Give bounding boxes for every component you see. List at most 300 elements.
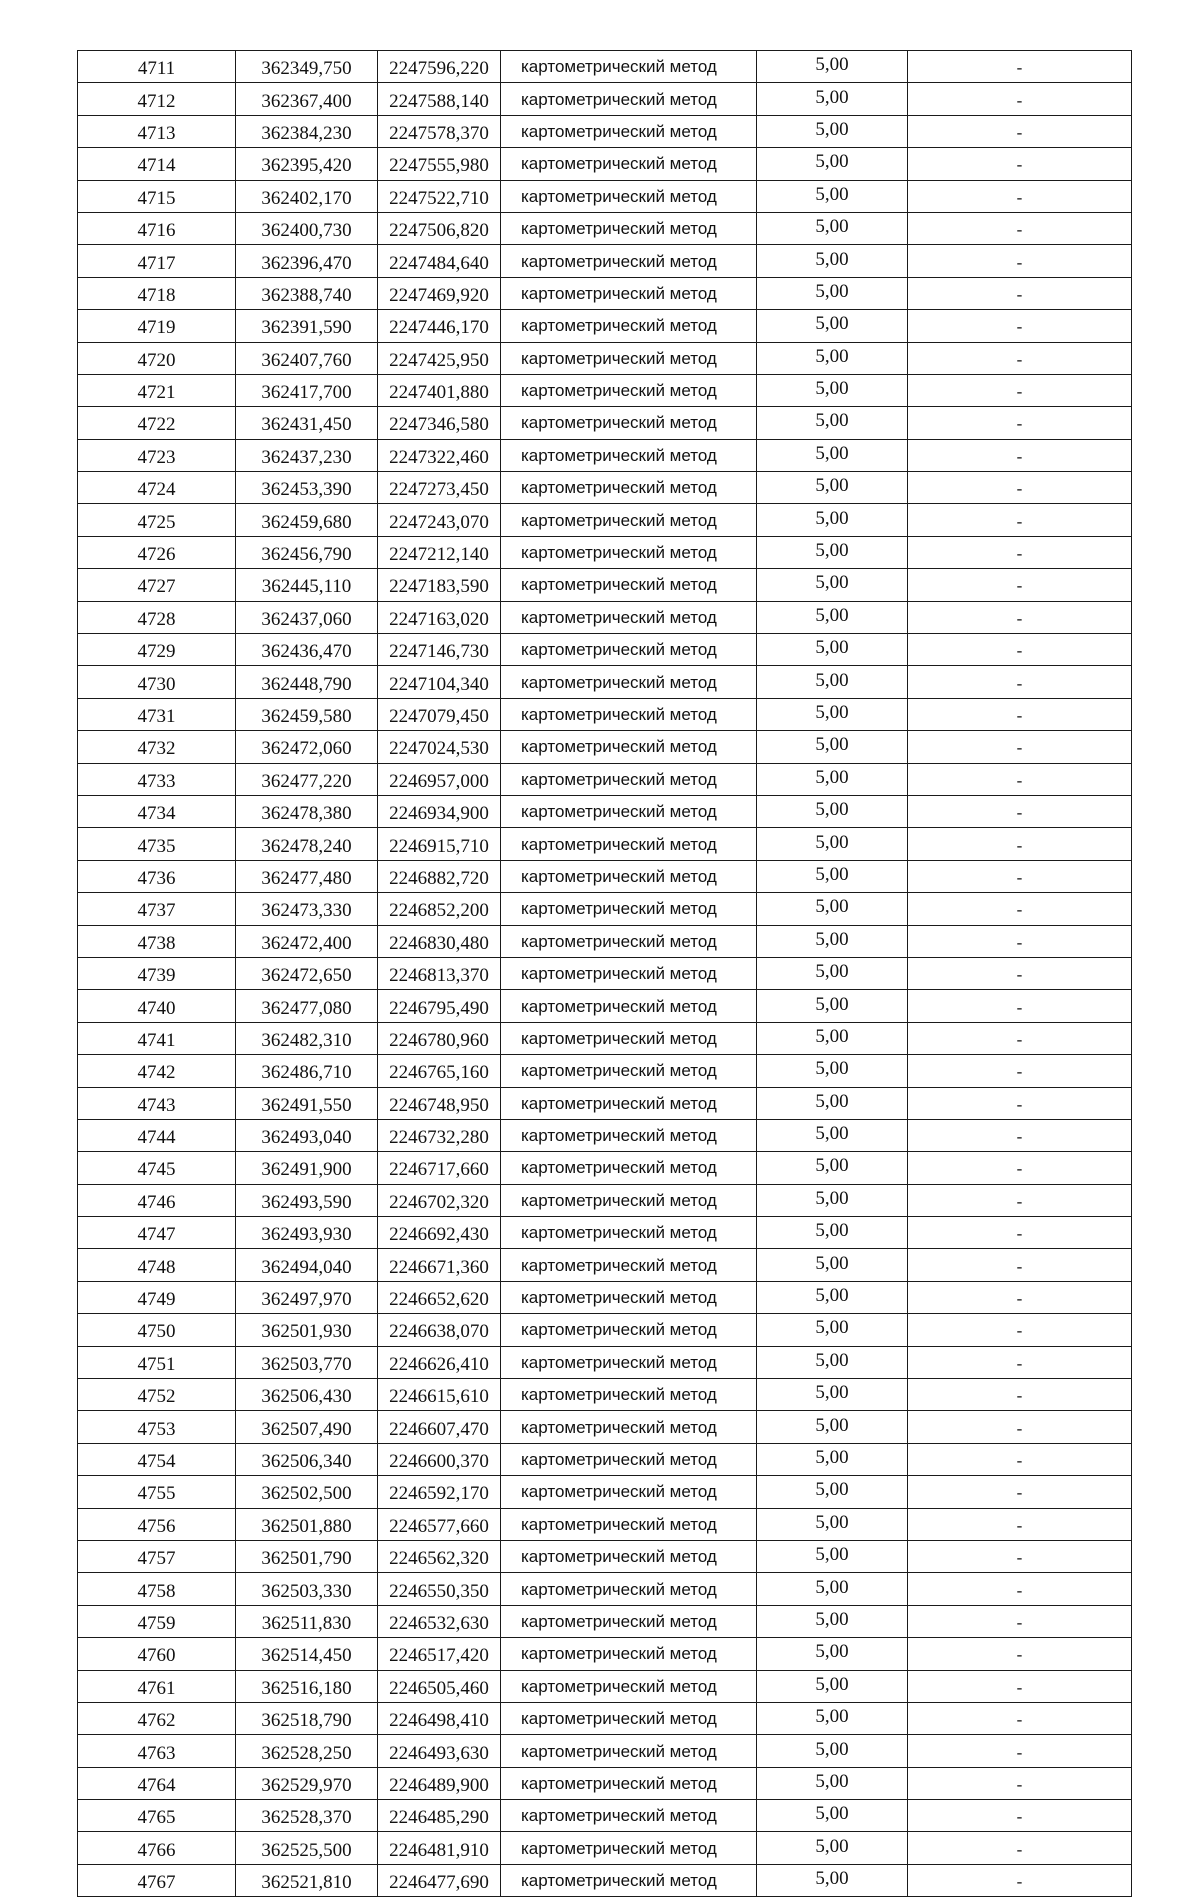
note-cell: - [908, 1540, 1132, 1572]
table-row [78, 1800, 1132, 1832]
method-cell: картометрический метод [501, 1864, 757, 1896]
x-coordinate-cell: 362431,450 [236, 407, 378, 439]
note-cell: - [908, 1055, 1132, 1087]
note-cell: - [908, 925, 1132, 957]
x-coordinate-cell: 362525,500 [236, 1832, 378, 1864]
accuracy-cell: 5,00 [757, 1022, 908, 1054]
method-cell: картометрический метод [501, 1702, 757, 1734]
y-coordinate-cell: 2246577,660 [378, 1508, 501, 1540]
accuracy-cell: 5,00 [757, 731, 908, 763]
y-coordinate-cell: 2246607,470 [378, 1411, 501, 1443]
y-coordinate-cell: 2246765,160 [378, 1055, 501, 1087]
x-coordinate-cell: 362417,700 [236, 374, 378, 406]
accuracy-cell: 5,00 [757, 569, 908, 601]
note-cell: - [908, 439, 1132, 471]
x-coordinate-cell: 362501,930 [236, 1314, 378, 1346]
x-coordinate-cell: 362478,240 [236, 828, 378, 860]
point-number-cell: 4747 [78, 1217, 236, 1249]
y-coordinate-cell: 2246780,960 [378, 1022, 501, 1054]
method-cell: картометрический метод [501, 374, 757, 406]
table-row [78, 1379, 1132, 1411]
method-cell: картометрический метод [501, 1217, 757, 1249]
point-number-cell: 4742 [78, 1055, 236, 1087]
point-number-cell: 4729 [78, 634, 236, 666]
point-number-cell: 4738 [78, 925, 236, 957]
x-coordinate-cell: 362529,970 [236, 1767, 378, 1799]
point-number-cell: 4737 [78, 893, 236, 925]
y-coordinate-cell: 2246517,420 [378, 1638, 501, 1670]
point-number-cell: 4746 [78, 1184, 236, 1216]
x-coordinate-cell: 362395,420 [236, 148, 378, 180]
method-cell: картометрический метод [501, 1055, 757, 1087]
note-cell: - [908, 1702, 1132, 1734]
x-coordinate-cell: 362459,580 [236, 698, 378, 730]
accuracy-cell: 5,00 [757, 1864, 908, 1896]
point-number-cell: 4751 [78, 1346, 236, 1378]
x-coordinate-cell: 362472,650 [236, 957, 378, 989]
point-number-cell: 4728 [78, 601, 236, 633]
note-cell: - [908, 1152, 1132, 1184]
table-row [78, 536, 1132, 568]
note-cell: - [908, 990, 1132, 1022]
note-cell: - [908, 1119, 1132, 1151]
table-row [78, 1119, 1132, 1151]
note-cell: - [908, 1573, 1132, 1605]
accuracy-cell: 5,00 [757, 115, 908, 147]
y-coordinate-cell: 2246592,170 [378, 1476, 501, 1508]
y-coordinate-cell: 2246830,480 [378, 925, 501, 957]
note-cell: - [908, 957, 1132, 989]
method-cell: картометрический метод [501, 990, 757, 1022]
note-cell: - [908, 601, 1132, 633]
method-cell: картометрический метод [501, 245, 757, 277]
point-number-cell: 4711 [78, 51, 236, 83]
method-cell: картометрический метод [501, 180, 757, 212]
y-coordinate-cell: 2246692,430 [378, 1217, 501, 1249]
y-coordinate-cell: 2246532,630 [378, 1605, 501, 1637]
point-number-cell: 4752 [78, 1379, 236, 1411]
table-row [78, 1411, 1132, 1443]
point-number-cell: 4765 [78, 1800, 236, 1832]
table-row [78, 860, 1132, 892]
table-row [78, 1767, 1132, 1799]
method-cell: картометрический метод [501, 1281, 757, 1313]
x-coordinate-cell: 362501,880 [236, 1508, 378, 1540]
note-cell: - [908, 893, 1132, 925]
point-number-cell: 4748 [78, 1249, 236, 1281]
method-cell: картометрический метод [501, 666, 757, 698]
note-cell: - [908, 1249, 1132, 1281]
table-row [78, 1087, 1132, 1119]
y-coordinate-cell: 2247346,580 [378, 407, 501, 439]
accuracy-cell: 5,00 [757, 1281, 908, 1313]
y-coordinate-cell: 2246489,900 [378, 1767, 501, 1799]
table-row [78, 1314, 1132, 1346]
point-number-cell: 4755 [78, 1476, 236, 1508]
x-coordinate-cell: 362367,400 [236, 83, 378, 115]
table-row [78, 277, 1132, 309]
accuracy-cell: 5,00 [757, 1379, 908, 1411]
table-row [78, 569, 1132, 601]
y-coordinate-cell: 2247212,140 [378, 536, 501, 568]
accuracy-cell: 5,00 [757, 1152, 908, 1184]
point-number-cell: 4743 [78, 1087, 236, 1119]
x-coordinate-cell: 362528,370 [236, 1800, 378, 1832]
note-cell: - [908, 536, 1132, 568]
note-cell: - [908, 795, 1132, 827]
x-coordinate-cell: 362506,340 [236, 1443, 378, 1475]
note-cell: - [908, 1087, 1132, 1119]
x-coordinate-cell: 362437,230 [236, 439, 378, 471]
accuracy-cell: 5,00 [757, 1605, 908, 1637]
method-cell: картометрический метод [501, 1767, 757, 1799]
table-row [78, 245, 1132, 277]
table-row [78, 1735, 1132, 1767]
x-coordinate-cell: 362486,710 [236, 1055, 378, 1087]
accuracy-cell: 5,00 [757, 795, 908, 827]
note-cell: - [908, 407, 1132, 439]
y-coordinate-cell: 2246702,320 [378, 1184, 501, 1216]
accuracy-cell: 5,00 [757, 277, 908, 309]
method-cell: картометрический метод [501, 1443, 757, 1475]
point-number-cell: 4720 [78, 342, 236, 374]
method-cell: картометрический метод [501, 212, 757, 244]
point-number-cell: 4719 [78, 310, 236, 342]
x-coordinate-cell: 362349,750 [236, 51, 378, 83]
point-number-cell: 4757 [78, 1540, 236, 1572]
y-coordinate-cell: 2247322,460 [378, 439, 501, 471]
y-coordinate-cell: 2247555,980 [378, 148, 501, 180]
note-cell: - [908, 1832, 1132, 1864]
accuracy-cell: 5,00 [757, 1540, 908, 1572]
note-cell: - [908, 1217, 1132, 1249]
point-number-cell: 4736 [78, 860, 236, 892]
y-coordinate-cell: 2247079,450 [378, 698, 501, 730]
y-coordinate-cell: 2246957,000 [378, 763, 501, 795]
y-coordinate-cell: 2247183,590 [378, 569, 501, 601]
x-coordinate-cell: 362384,230 [236, 115, 378, 147]
x-coordinate-cell: 362493,930 [236, 1217, 378, 1249]
method-cell: картометрический метод [501, 1314, 757, 1346]
method-cell: картометрический метод [501, 957, 757, 989]
method-cell: картометрический метод [501, 83, 757, 115]
accuracy-cell: 5,00 [757, 212, 908, 244]
accuracy-cell: 5,00 [757, 342, 908, 374]
method-cell: картометрический метод [501, 1540, 757, 1572]
method-cell: картометрический метод [501, 1379, 757, 1411]
method-cell: картометрический метод [501, 439, 757, 471]
table-row [78, 1540, 1132, 1572]
method-cell: картометрический метод [501, 310, 757, 342]
y-coordinate-cell: 2246652,620 [378, 1281, 501, 1313]
method-cell: картометрический метод [501, 634, 757, 666]
point-number-cell: 4721 [78, 374, 236, 406]
point-number-cell: 4766 [78, 1832, 236, 1864]
method-cell: картометрический метод [501, 731, 757, 763]
table-row [78, 212, 1132, 244]
note-cell: - [908, 1767, 1132, 1799]
y-coordinate-cell: 2246717,660 [378, 1152, 501, 1184]
x-coordinate-cell: 362473,330 [236, 893, 378, 925]
table-row [78, 1864, 1132, 1896]
accuracy-cell: 5,00 [757, 310, 908, 342]
accuracy-cell: 5,00 [757, 1735, 908, 1767]
y-coordinate-cell: 2246505,460 [378, 1670, 501, 1702]
y-coordinate-cell: 2246550,350 [378, 1573, 501, 1605]
y-coordinate-cell: 2246562,320 [378, 1540, 501, 1572]
table-row [78, 1476, 1132, 1508]
accuracy-cell: 5,00 [757, 1638, 908, 1670]
accuracy-cell: 5,00 [757, 634, 908, 666]
method-cell: картометрический метод [501, 698, 757, 730]
y-coordinate-cell: 2246626,410 [378, 1346, 501, 1378]
accuracy-cell: 5,00 [757, 990, 908, 1022]
x-coordinate-cell: 362478,380 [236, 795, 378, 827]
point-number-cell: 4713 [78, 115, 236, 147]
accuracy-cell: 5,00 [757, 439, 908, 471]
point-number-cell: 4744 [78, 1119, 236, 1151]
x-coordinate-cell: 362472,060 [236, 731, 378, 763]
note-cell: - [908, 504, 1132, 536]
table-row [78, 1055, 1132, 1087]
accuracy-cell: 5,00 [757, 1832, 908, 1864]
point-number-cell: 4734 [78, 795, 236, 827]
x-coordinate-cell: 362507,490 [236, 1411, 378, 1443]
x-coordinate-cell: 362518,790 [236, 1702, 378, 1734]
x-coordinate-cell: 362503,330 [236, 1573, 378, 1605]
method-cell: картометрический метод [501, 569, 757, 601]
accuracy-cell: 5,00 [757, 1800, 908, 1832]
y-coordinate-cell: 2247469,920 [378, 277, 501, 309]
point-number-cell: 4727 [78, 569, 236, 601]
method-cell: картометрический метод [501, 601, 757, 633]
table-row [78, 1184, 1132, 1216]
x-coordinate-cell: 362407,760 [236, 342, 378, 374]
x-coordinate-cell: 362448,790 [236, 666, 378, 698]
x-coordinate-cell: 362506,430 [236, 1379, 378, 1411]
x-coordinate-cell: 362482,310 [236, 1022, 378, 1054]
x-coordinate-cell: 362477,480 [236, 860, 378, 892]
method-cell: картометрический метод [501, 893, 757, 925]
table-row [78, 504, 1132, 536]
note-cell: - [908, 342, 1132, 374]
point-number-cell: 4714 [78, 148, 236, 180]
table-row [78, 342, 1132, 374]
note-cell: - [908, 1184, 1132, 1216]
method-cell: картометрический метод [501, 1022, 757, 1054]
accuracy-cell: 5,00 [757, 1217, 908, 1249]
accuracy-cell: 5,00 [757, 828, 908, 860]
accuracy-cell: 5,00 [757, 957, 908, 989]
method-cell: картометрический метод [501, 536, 757, 568]
accuracy-cell: 5,00 [757, 374, 908, 406]
x-coordinate-cell: 362514,450 [236, 1638, 378, 1670]
table-row [78, 731, 1132, 763]
method-cell: картометрический метод [501, 1573, 757, 1605]
x-coordinate-cell: 362493,590 [236, 1184, 378, 1216]
accuracy-cell: 5,00 [757, 860, 908, 892]
y-coordinate-cell: 2247522,710 [378, 180, 501, 212]
note-cell: - [908, 212, 1132, 244]
method-cell: картометрический метод [501, 763, 757, 795]
y-coordinate-cell: 2246852,200 [378, 893, 501, 925]
point-number-cell: 4723 [78, 439, 236, 471]
point-number-cell: 4739 [78, 957, 236, 989]
method-cell: картометрический метод [501, 504, 757, 536]
note-cell: - [908, 472, 1132, 504]
accuracy-cell: 5,00 [757, 51, 908, 83]
accuracy-cell: 5,00 [757, 601, 908, 633]
point-number-cell: 4735 [78, 828, 236, 860]
x-coordinate-cell: 362477,080 [236, 990, 378, 1022]
y-coordinate-cell: 2247024,530 [378, 731, 501, 763]
table-row [78, 1346, 1132, 1378]
table-row [78, 83, 1132, 115]
method-cell: картометрический метод [501, 277, 757, 309]
method-cell: картометрический метод [501, 1735, 757, 1767]
note-cell: - [908, 1476, 1132, 1508]
method-cell: картометрический метод [501, 472, 757, 504]
y-coordinate-cell: 2246795,490 [378, 990, 501, 1022]
x-coordinate-cell: 362402,170 [236, 180, 378, 212]
table-row [78, 634, 1132, 666]
point-number-cell: 4724 [78, 472, 236, 504]
table-row [78, 1638, 1132, 1670]
y-coordinate-cell: 2247146,730 [378, 634, 501, 666]
x-coordinate-cell: 362497,970 [236, 1281, 378, 1313]
y-coordinate-cell: 2247446,170 [378, 310, 501, 342]
x-coordinate-cell: 362516,180 [236, 1670, 378, 1702]
table-row [78, 1573, 1132, 1605]
point-number-cell: 4767 [78, 1864, 236, 1896]
accuracy-cell: 5,00 [757, 666, 908, 698]
note-cell: - [908, 148, 1132, 180]
table-row [78, 1443, 1132, 1475]
y-coordinate-cell: 2246477,690 [378, 1864, 501, 1896]
accuracy-cell: 5,00 [757, 245, 908, 277]
y-coordinate-cell: 2246882,720 [378, 860, 501, 892]
y-coordinate-cell: 2246481,910 [378, 1832, 501, 1864]
method-cell: картометрический метод [501, 1411, 757, 1443]
x-coordinate-cell: 362528,250 [236, 1735, 378, 1767]
x-coordinate-cell: 362502,500 [236, 1476, 378, 1508]
y-coordinate-cell: 2246915,710 [378, 828, 501, 860]
method-cell: картометрический метод [501, 1508, 757, 1540]
y-coordinate-cell: 2246671,360 [378, 1249, 501, 1281]
note-cell: - [908, 1379, 1132, 1411]
note-cell: - [908, 277, 1132, 309]
point-number-cell: 4726 [78, 536, 236, 568]
table-row [78, 472, 1132, 504]
table-row [78, 180, 1132, 212]
point-number-cell: 4763 [78, 1735, 236, 1767]
x-coordinate-cell: 362400,730 [236, 212, 378, 244]
table-row [78, 601, 1132, 633]
accuracy-cell: 5,00 [757, 925, 908, 957]
x-coordinate-cell: 362388,740 [236, 277, 378, 309]
point-number-cell: 4758 [78, 1573, 236, 1605]
x-coordinate-cell: 362501,790 [236, 1540, 378, 1572]
y-coordinate-cell: 2247163,020 [378, 601, 501, 633]
table-row [78, 990, 1132, 1022]
coordinates-table [77, 50, 1132, 1897]
accuracy-cell: 5,00 [757, 472, 908, 504]
method-cell: картометрический метод [501, 1800, 757, 1832]
accuracy-cell: 5,00 [757, 536, 908, 568]
table-row [78, 893, 1132, 925]
y-coordinate-cell: 2246638,070 [378, 1314, 501, 1346]
point-number-cell: 4730 [78, 666, 236, 698]
note-cell: - [908, 763, 1132, 795]
accuracy-cell: 5,00 [757, 1346, 908, 1378]
table-row [78, 795, 1132, 827]
method-cell: картометрический метод [501, 115, 757, 147]
note-cell: - [908, 1800, 1132, 1832]
accuracy-cell: 5,00 [757, 698, 908, 730]
method-cell: картометрический метод [501, 1605, 757, 1637]
point-number-cell: 4756 [78, 1508, 236, 1540]
method-cell: картометрический метод [501, 860, 757, 892]
accuracy-cell: 5,00 [757, 1573, 908, 1605]
accuracy-cell: 5,00 [757, 1508, 908, 1540]
point-number-cell: 4725 [78, 504, 236, 536]
method-cell: картометрический метод [501, 1152, 757, 1184]
table-row [78, 1702, 1132, 1734]
note-cell: - [908, 1443, 1132, 1475]
coordinates-table-body [78, 51, 1132, 1897]
note-cell: - [908, 1346, 1132, 1378]
y-coordinate-cell: 2247425,950 [378, 342, 501, 374]
note-cell: - [908, 1638, 1132, 1670]
accuracy-cell: 5,00 [757, 1249, 908, 1281]
method-cell: картометрический метод [501, 1184, 757, 1216]
note-cell: - [908, 666, 1132, 698]
note-cell: - [908, 731, 1132, 763]
accuracy-cell: 5,00 [757, 407, 908, 439]
table-row [78, 1832, 1132, 1864]
method-cell: картометрический метод [501, 1476, 757, 1508]
x-coordinate-cell: 362445,110 [236, 569, 378, 601]
note-cell: - [908, 180, 1132, 212]
point-number-cell: 4753 [78, 1411, 236, 1443]
note-cell: - [908, 569, 1132, 601]
y-coordinate-cell: 2247273,450 [378, 472, 501, 504]
point-number-cell: 4760 [78, 1638, 236, 1670]
y-coordinate-cell: 2247596,220 [378, 51, 501, 83]
accuracy-cell: 5,00 [757, 180, 908, 212]
point-number-cell: 4715 [78, 180, 236, 212]
y-coordinate-cell: 2247484,640 [378, 245, 501, 277]
point-number-cell: 4762 [78, 1702, 236, 1734]
note-cell: - [908, 1864, 1132, 1896]
note-cell: - [908, 634, 1132, 666]
accuracy-cell: 5,00 [757, 1055, 908, 1087]
point-number-cell: 4716 [78, 212, 236, 244]
table-row [78, 763, 1132, 795]
method-cell: картометрический метод [501, 1638, 757, 1670]
x-coordinate-cell: 362436,470 [236, 634, 378, 666]
method-cell: картометрический метод [501, 828, 757, 860]
table-row [78, 439, 1132, 471]
y-coordinate-cell: 2246493,630 [378, 1735, 501, 1767]
y-coordinate-cell: 2246748,950 [378, 1087, 501, 1119]
point-number-cell: 4741 [78, 1022, 236, 1054]
x-coordinate-cell: 362456,790 [236, 536, 378, 568]
y-coordinate-cell: 2246498,410 [378, 1702, 501, 1734]
x-coordinate-cell: 362491,550 [236, 1087, 378, 1119]
table-row [78, 1249, 1132, 1281]
accuracy-cell: 5,00 [757, 1767, 908, 1799]
